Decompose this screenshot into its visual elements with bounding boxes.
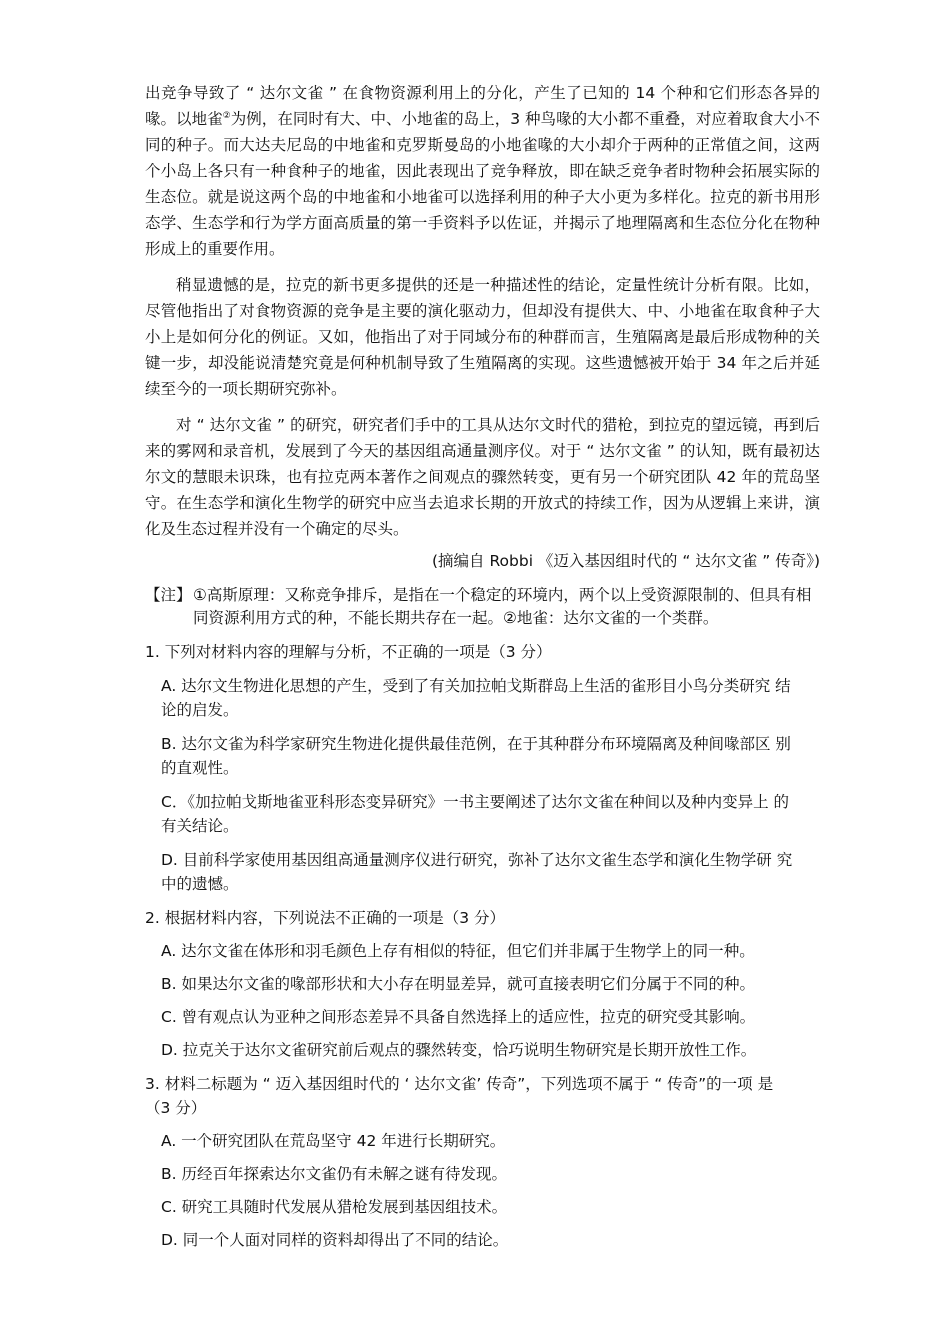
- passage-paragraph-1-text: 出竞争导致了 “ 达尔文雀 ” 在食物资源利用上的分化，产生了已知的 14 个种和它们形态各异的喙。以地雀: [145, 84, 820, 128]
- question-2: [145, 906, 820, 1062]
- option-c: C. 曾有观点认为亚种之间形态差异不具备自然选择上的适应性，拉克的研究受其影响。: [161, 1008, 756, 1026]
- option-c: C．《加拉帕戈斯地雀亚科形态变异研究》一书主要阐述了达尔文雀在种间以及种内变异上 的有关结论。: [161, 793, 790, 835]
- passage-paragraph-2: 稍显遗憾的是，拉克的新书更多提供的还是一种描述性的结论，定量性统计分析有限。比如，尽管他指出了对食物资源的竞争是主要的演化驱动力，但却没有提供大、中、小地雀在取食种子大小上是如何分化的例证。又如，他指出了对于同域分布的种群而言，生殖隔离是最后形成物种的关键一步，却没能说清楚究竟是何种机制导致了生殖隔离的实现。这些遗憾被开始于 34 年之后并延续至今的一项长期研究弥补。: [145, 276, 820, 398]
- question-stem: 1. 下列对材料内容的理解与分析，不正确的一项是（3 分）: [145, 643, 552, 661]
- option-a: A. 达尔文生物进化思想的产生，受到了有关加拉帕戈斯群岛上生活的雀形目小鸟分类研究 结论的启发。: [161, 677, 791, 719]
- option-c: C. 研究工具随时代发展从猎枪发展到基因组技术。: [161, 1198, 508, 1216]
- option-a: A. 一个研究团队在荒岛坚守 42 年进行长期研究。: [161, 1132, 506, 1150]
- question-stem: 3. 材料二标题为 “ 迈入基因组时代的 ‘ 达尔文雀’ 传奇”，下列选项不属于 “ 传奇”的一项 是（3 分）: [145, 1075, 774, 1117]
- option-d: D. 拉克关于达尔文雀研究前后观点的骤然转变，恰巧说明生物研究是长期开放性工作。: [161, 1041, 757, 1059]
- footnote-marker-2: ②: [222, 110, 231, 121]
- option-a: A. 达尔文雀在体形和羽毛颜色上存有相似的特征，但它们并非属于生物学上的同一种。: [161, 942, 755, 960]
- question-stem: 2. 根据材料内容，下列说法不正确的一项是（3 分）: [145, 909, 506, 927]
- source-citation: (摘编自 Robbi 《迈入基因组时代的 “ 达尔文雀 ” 传奇》): [431, 552, 820, 570]
- option-b: B. 如果达尔文雀的喙部形状和大小存在明显差异，就可直接表明它们分属于不同的种。: [161, 975, 755, 993]
- option-b: B. 达尔文雀为科学家研究生物进化提供最佳范例，在于其种群分布环境隔离及种间喙部区 别的直观性。: [161, 735, 791, 777]
- passage-paragraph-1: [145, 80, 820, 262]
- question-1: [145, 640, 820, 896]
- option-d: D. 目前科学家使用基因组高通量测序仪进行研究，弥补了达尔文雀生态学和演化生物学研 究中的遗憾。: [161, 851, 793, 893]
- note-text: ①高斯原理：又称竞争排斥，是指在一个稳定的环境内，两个以上受资源限制的、但具有相同资源利用方式的种，不能长期共存在一起。②地雀：达尔文雀的一个类群。: [193, 586, 812, 627]
- note-tag: 【注】: [145, 586, 192, 604]
- option-d: D. 同一个人面对同样的资料却得出了不同的结论。: [161, 1231, 509, 1249]
- document-page: [145, 80, 820, 1252]
- annotation-note: [145, 584, 820, 630]
- passage-paragraph-1-rest: 为例，在同时有大、中、小地雀的岛上，3 种鸟喙的大小都不重叠，对应着取食大小不同的种子。而大达夫尼岛的中地雀和克罗斯曼岛的小地雀喙的大小却介于两种的正常值之间，这两个小岛上各只有一种食种子的地雀，因此表现出了竞争释放，即在缺乏竞争者时物种会拓展实际的生态位。就是说这两个岛的中地雀和小地雀可以选择利用的种子大小更为多样化。拉克的新书用形态学、生态学和行为学方面高质量的第一手资料予以佐证，并揭示了地理隔离和生态位分化在物种形成上的重要作用。: [145, 110, 820, 258]
- question-3: [145, 1072, 820, 1252]
- option-b: B. 历经百年探索达尔文雀仍有未解之谜有待发现。: [161, 1165, 507, 1183]
- passage-paragraph-3: 对 “ 达尔文雀 ” 的研究，研究者们手中的工具从达尔文时代的猎枪，到拉克的望远镜，再到后来的雾网和录音机，发展到了今天的基因组高通量测序仪。对于 “ 达尔文雀 ” 的认知，既有最初达尔文的慧眼未识珠，也有拉克两本著作之间观点的骤然转变，更有另一个研究团队 42 年的荒岛坚守。在生态学和演化生物学的研究中应当去追求长期的开放式的持续工作，因为从逻辑上来讲，演化及生态过程并没有一个确定的尽头。: [145, 416, 820, 538]
